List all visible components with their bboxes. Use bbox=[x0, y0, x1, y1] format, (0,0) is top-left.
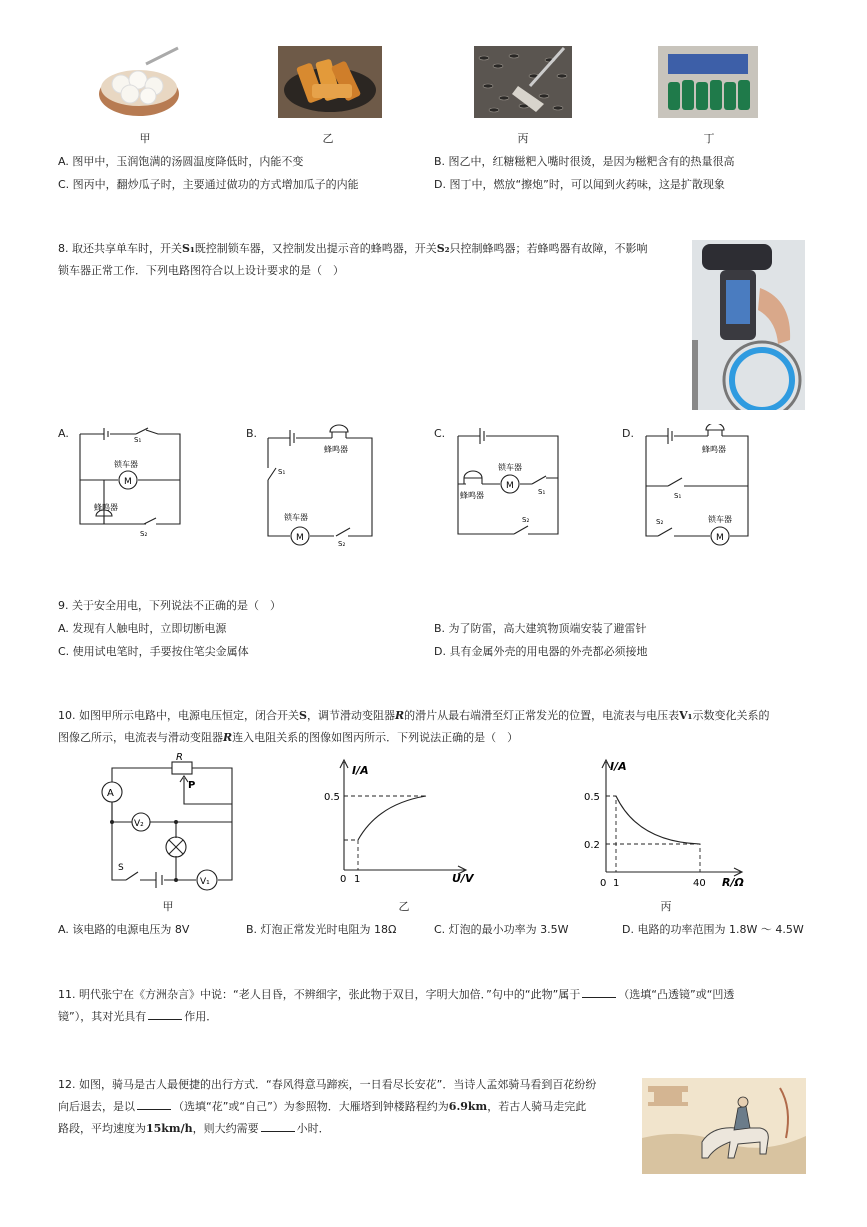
q11-line1-a: 11. 明代张宁在《方洲杂言》中说：“老人目昏，不辨细字，张此物于双目，字明大加倍．”句中的“此物”属于 bbox=[58, 988, 581, 1001]
q8-stem bbox=[58, 238, 683, 282]
q10-label-r: R bbox=[176, 752, 183, 763]
q10-r: R bbox=[394, 709, 405, 722]
circuit-d-lock-label: 锁车器 bbox=[708, 515, 732, 524]
circuit-c-motor: M bbox=[506, 481, 514, 491]
q8-letter-b: B. bbox=[246, 427, 258, 440]
q10-yi-ytick: 0.5 bbox=[324, 792, 340, 803]
q10-bing-xtick-2: 40 bbox=[693, 878, 706, 889]
circuit-a-s1: S₁ bbox=[134, 436, 142, 444]
q10-option-c: C. 灯泡的最小功率为 3.5W bbox=[434, 923, 569, 936]
circuit-b-s2: S₂ bbox=[338, 540, 346, 548]
photo-sunflower-seeds bbox=[474, 46, 572, 118]
circuit-c-lock-label: 锁车器 bbox=[498, 463, 522, 472]
q8-letter-d: D. bbox=[622, 427, 634, 440]
q11-blank-2[interactable] bbox=[148, 1009, 182, 1020]
q10-stem-line2b: 连入电阻关系的图像如图丙所示．下列说法正确的是（ ） bbox=[232, 731, 519, 744]
q10-label-v2: V₂ bbox=[134, 819, 144, 829]
q8-letter-a: A. bbox=[58, 427, 69, 440]
q10-stem bbox=[58, 705, 818, 749]
q12-line1: 12. 如图，骑马是古人最便捷的出行方式．“春风得意马蹄疾，一日看尽长安花”．当诗人孟郊骑马看到百花纷纷 bbox=[58, 1078, 597, 1091]
q10-r2: R bbox=[223, 731, 233, 744]
q10-stem-d: 示数变化关系的 bbox=[692, 709, 770, 722]
q10-caption-yi: 乙 bbox=[398, 900, 410, 913]
circuit-b-motor: M bbox=[296, 533, 304, 543]
q10-stem-line2a: 图像乙所示，电流表与滑动变阻器 bbox=[58, 731, 223, 744]
photo-tangyuan bbox=[96, 44, 182, 118]
q12-stem bbox=[58, 1074, 638, 1140]
q10-graph-yi bbox=[318, 758, 488, 888]
q10-bing-xtick-1: 1 bbox=[613, 878, 620, 889]
q8-s1: S₁ bbox=[182, 242, 195, 255]
circuit-b bbox=[262, 424, 378, 550]
circuit-d bbox=[640, 424, 756, 550]
q10-yi-xtick-0: 0 bbox=[340, 874, 347, 885]
q11-line2-a: 镜”），其对光具有 bbox=[58, 1010, 147, 1023]
q10-bing-xtick-0: 0 bbox=[600, 878, 607, 889]
photo-firecrackers bbox=[658, 46, 758, 118]
q12-line3-a: 路段，平均速度为 bbox=[58, 1122, 146, 1135]
caption-yi: 乙 bbox=[322, 132, 334, 145]
photo-horse-rider bbox=[642, 1078, 806, 1174]
q10-bing-xlabel: R/Ω bbox=[722, 876, 744, 889]
circuit-b-buzzer-label: 蜂鸣器 bbox=[324, 445, 348, 454]
q10-graph-yi-curve bbox=[358, 796, 426, 840]
q8-letter-c: C. bbox=[434, 427, 446, 440]
q10-bing-ylabel: I/A bbox=[610, 760, 627, 773]
circuit-a-motor: M bbox=[124, 477, 132, 487]
q12-line3-c: 小时． bbox=[296, 1122, 330, 1135]
q8-s2: S₂ bbox=[436, 242, 450, 255]
q8-stem-line2: 锁车器正常工作．下列电路图符合以上设计要求的是（ ） bbox=[58, 264, 344, 277]
circuit-a-buzzer-label: 蜂鸣器 bbox=[94, 503, 118, 512]
q7-option-a: A. 图甲中，玉润饱满的汤圆温度降低时，内能不变 bbox=[58, 155, 304, 168]
q11-stem bbox=[58, 984, 818, 1028]
q12-speed: 15km/h bbox=[146, 1122, 193, 1135]
q12-line3-b: ，则大约需要 bbox=[192, 1122, 259, 1135]
caption-bing: 丙 bbox=[517, 132, 529, 145]
q10-s: S bbox=[299, 709, 307, 722]
q10-circuit-jia bbox=[92, 752, 242, 892]
q12-line2-c: ，若古人骑马走完此 bbox=[487, 1100, 587, 1113]
q10-option-b: B. 灯泡正常发光时电阻为 18Ω bbox=[246, 923, 397, 936]
circuit-d-s1: S₁ bbox=[674, 492, 682, 500]
q8-stem-b: 既控制锁车器，又控制发出提示音的蜂鸣器，开关 bbox=[194, 242, 437, 255]
q7-option-c: C. 图丙中，翻炒瓜子时，主要通过做功的方式增加瓜子的内能 bbox=[58, 178, 359, 191]
q8-stem-a: 8. 取还共享单车时，开关 bbox=[58, 242, 182, 255]
circuit-a-lock-label: 锁车器 bbox=[114, 460, 138, 469]
caption-ding: 丁 bbox=[703, 132, 715, 145]
q10-yi-xlabel: U/V bbox=[452, 872, 474, 885]
photo-ciba bbox=[278, 46, 382, 118]
circuit-b-lock-label: 锁车器 bbox=[284, 513, 308, 522]
q9-stem: 9. 关于安全用电，下列说法不正确的是（ ） bbox=[58, 599, 281, 612]
circuit-a bbox=[74, 424, 186, 542]
q9-option-d: D. 具有金属外壳的用电器的外壳都必须接地 bbox=[434, 645, 648, 658]
q11-line2-b: 作用． bbox=[184, 1010, 218, 1023]
q10-yi-xtick-1: 1 bbox=[354, 874, 361, 885]
q9-option-a: A. 发现有人触电时，立即切断电源 bbox=[58, 622, 227, 635]
q12-blank-2[interactable] bbox=[261, 1121, 295, 1132]
circuit-c bbox=[452, 424, 566, 542]
q8-stem-c: 只控制蜂鸣器；若蜂鸣器有故障，不影响 bbox=[449, 242, 648, 255]
q10-stem-b: ，调节滑动变阻器 bbox=[306, 709, 395, 722]
q12-distance: 6.9km bbox=[448, 1100, 488, 1113]
q12-blank-1[interactable] bbox=[137, 1099, 171, 1110]
q11-line1-b: （选填“凸透镜”或“凹透 bbox=[618, 988, 735, 1001]
circuit-d-motor: M bbox=[716, 533, 724, 543]
q10-v1: V₁ bbox=[679, 709, 693, 722]
q10-stem-c: 的滑片从最右端滑至灯正常发光的位置，电流表与电压表 bbox=[404, 709, 680, 722]
circuit-d-s2: S₂ bbox=[656, 518, 664, 526]
q10-stem-a: 10. 如图甲所示电路中，电源电压恒定，闭合开关 bbox=[58, 709, 299, 722]
q10-label-v1: V₁ bbox=[200, 877, 210, 887]
photo-shared-bike bbox=[692, 240, 805, 410]
q10-label-p: P bbox=[188, 780, 196, 791]
q10-label-a: A bbox=[107, 788, 114, 799]
q10-bing-ytick-0: 0.5 bbox=[584, 792, 600, 803]
circuit-d-buzzer-label: 蜂鸣器 bbox=[702, 445, 726, 454]
circuit-c-buzzer-label: 蜂鸣器 bbox=[460, 491, 484, 500]
q10-option-d: D. 电路的功率范围为 1.8W ～ 4.5W bbox=[622, 923, 804, 936]
q10-yi-ylabel: I/A bbox=[352, 764, 369, 777]
q10-caption-jia: 甲 bbox=[162, 900, 174, 913]
circuit-c-s1: S₁ bbox=[538, 488, 546, 496]
q7-option-d: D. 图丁中，燃放“擦炮”时，可以闻到火药味，这是扩散现象 bbox=[434, 178, 725, 191]
caption-jia: 甲 bbox=[139, 132, 151, 145]
q10-option-a: A. 该电路的电源电压为 8V bbox=[58, 923, 190, 936]
q11-blank-1[interactable] bbox=[582, 987, 616, 998]
q12-line2-b: （选填“花”或“自己”）为参照物．大雁塔到钟楼路程约为 bbox=[173, 1100, 449, 1113]
q12-line2-a: 向后退去，是以 bbox=[58, 1100, 135, 1113]
circuit-c-s2: S₂ bbox=[522, 516, 530, 524]
q10-graph-bing-curve bbox=[616, 796, 700, 844]
circuit-b-s1: S₁ bbox=[278, 468, 286, 476]
q10-caption-bing: 丙 bbox=[660, 900, 672, 913]
q10-graph-bing bbox=[578, 756, 758, 890]
q10-label-s: S bbox=[118, 863, 124, 873]
q9-option-b: B. 为了防雷，高大建筑物顶端安装了避雷针 bbox=[434, 622, 647, 635]
circuit-a-s2: S₂ bbox=[140, 530, 148, 538]
q10-bing-ytick-1: 0.2 bbox=[584, 840, 600, 851]
q7-option-b: B. 图乙中，红糖糍粑入嘴时很烫，是因为糍粑含有的热量很高 bbox=[434, 155, 735, 168]
q9-option-c: C. 使用试电笔时，手要按住笔尖金属体 bbox=[58, 645, 249, 658]
